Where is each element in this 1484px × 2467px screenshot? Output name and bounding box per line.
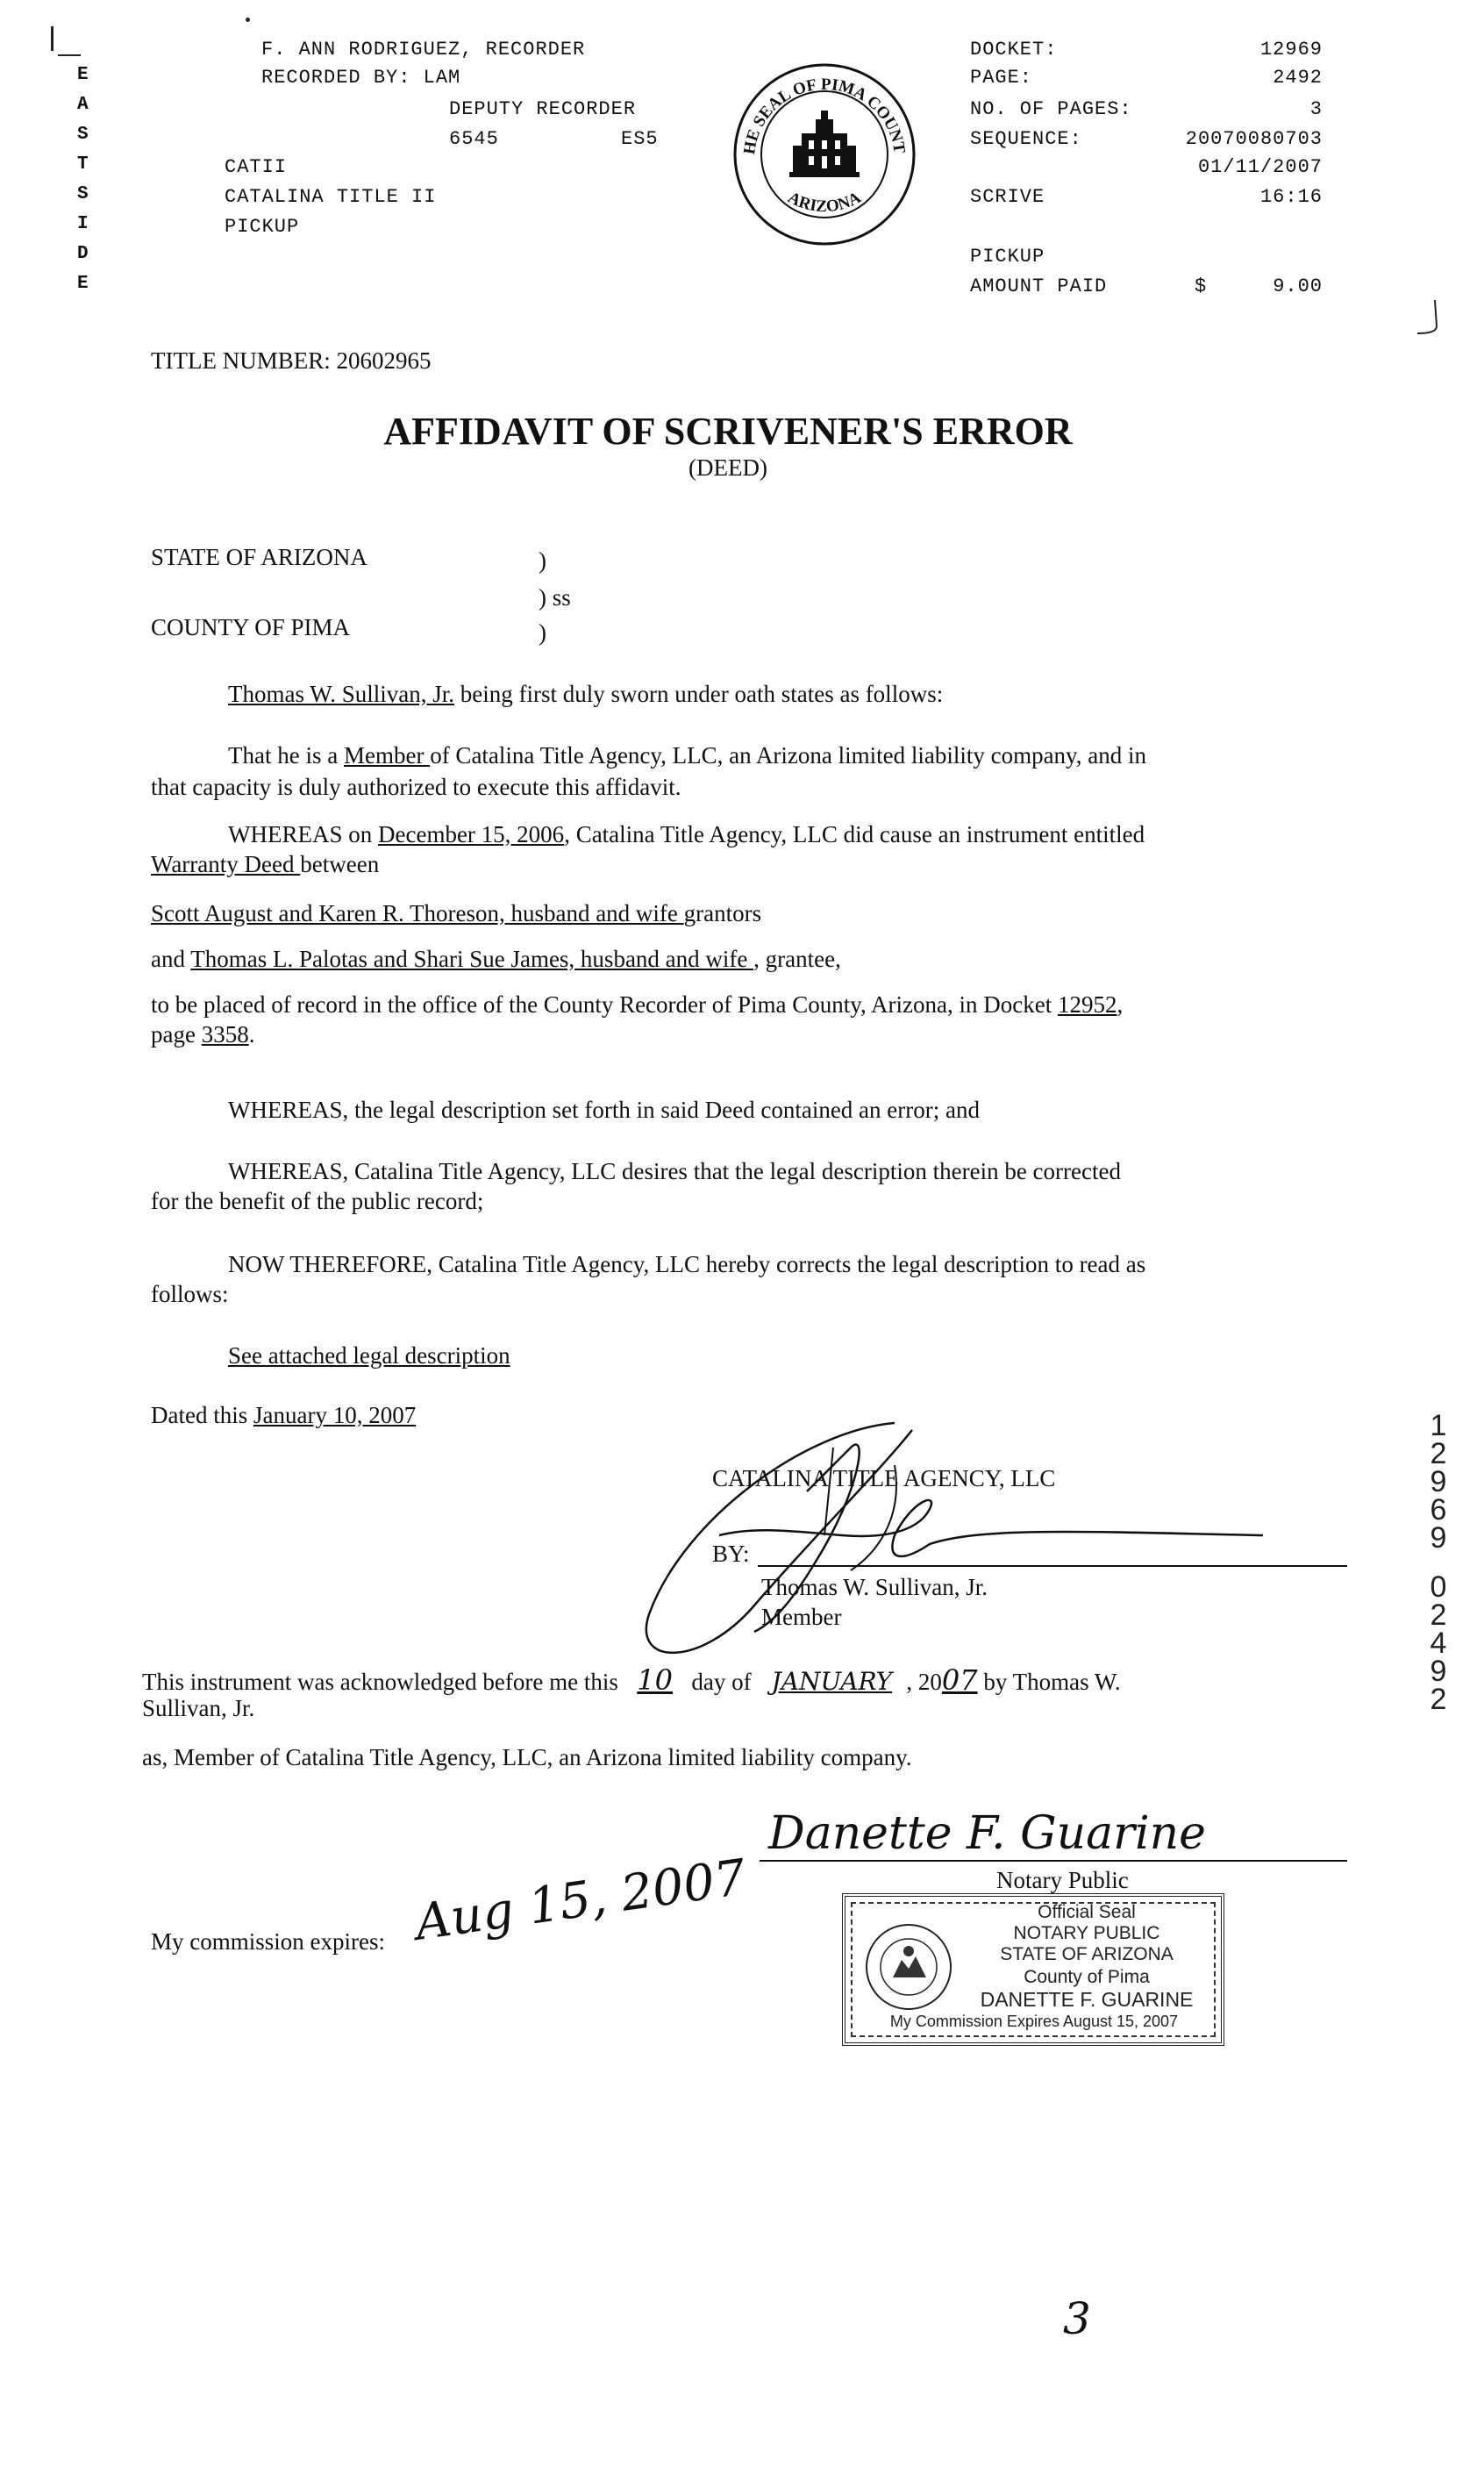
paragraph-3-line-1 (151, 990, 1123, 1020)
docket-label: DOCKET: (970, 39, 1058, 61)
corner-mark (51, 26, 54, 51)
grantors-names: Scott August and Karen R. Thoreson, husband and wife (151, 900, 684, 926)
arizona-seal-icon (863, 1921, 954, 2013)
title-number-line (151, 346, 431, 376)
title-number-label: TITLE NUMBER: (151, 347, 331, 374)
margin-digit: 2 (1430, 1683, 1447, 1716)
text-span: and (151, 946, 191, 972)
stamp-line: NOTARY PUBLIC (1013, 1923, 1160, 1943)
page-label: PAGE: (970, 67, 1033, 89)
prior-page: 3358 (201, 1021, 249, 1048)
dated-value: January 10, 2007 (253, 1402, 417, 1428)
signer-name: Thomas W. Sullivan, Jr. (761, 1574, 988, 1600)
dot-mark (246, 18, 250, 22)
grantee-label: , grantee, (753, 946, 841, 972)
stamp-line: STATE OF ARIZONA (1000, 1944, 1174, 1964)
scrive-label: SCRIVE (970, 186, 1045, 208)
paragraph-3-line-2 (151, 1019, 254, 1050)
text-span: . (248, 1021, 255, 1048)
side-letter: A (77, 95, 89, 115)
grantees-line (151, 944, 841, 975)
pages-label: NO. OF PAGES: (970, 98, 1132, 120)
ack-month: JANUARY (771, 1667, 893, 1696)
acknowledgment-line-3: as, Member of Catalina Title Agency, LLC, an Arizona limited liability company. (142, 1744, 912, 1770)
deputy-recorder: DEPUTY RECORDER (449, 98, 637, 120)
margin-digit: 1 (1430, 1409, 1447, 1442)
oath-line (228, 679, 943, 710)
ack-year: 07 (941, 1663, 978, 1697)
commission-label: My commission expires: (151, 1928, 385, 1955)
text-span: That he is a (228, 742, 344, 769)
oath-text: being first duly sworn under oath states as follows: (454, 681, 944, 707)
venue-paren: ) (539, 547, 546, 574)
docket-value: 12969 (1259, 39, 1323, 61)
side-letter: S (77, 184, 89, 204)
delivery-method: PICKUP (225, 216, 300, 238)
margin-digit: 4 (1430, 1627, 1447, 1660)
corner-mark (58, 54, 81, 56)
notary-signature-line (760, 1860, 1347, 1862)
paragraph-5-line-1: WHEREAS, Catalina Title Agency, LLC desires that the legal description therein be corrected (228, 1158, 1121, 1184)
page-value: 2492 (1273, 67, 1323, 89)
margin-digit: 2 (1430, 1598, 1447, 1632)
bracket-mark-icon (1414, 298, 1440, 339)
attached-description: See attached legal description (228, 1342, 510, 1369)
account-name: CATALINA TITLE II (225, 186, 437, 208)
document-subtitle: (DEED) (688, 454, 767, 481)
text-span: page (151, 1021, 202, 1048)
notary-stamp (842, 1893, 1224, 2046)
document-title: AFFIDAVIT OF SCRIVENER'S ERROR (383, 410, 1073, 453)
grantors-line (151, 898, 761, 929)
instrument-date: December 15, 2006 (378, 821, 565, 847)
side-letter: I (77, 214, 89, 234)
text-span: Dated this (151, 1402, 253, 1428)
signature-by-label: BY: (712, 1541, 750, 1567)
notary-public-label: Notary Public (996, 1867, 1129, 1893)
affiant-role: Member (343, 742, 431, 769)
text-span: , (1117, 991, 1124, 1018)
paragraph-6-line-2: follows: (151, 1281, 229, 1307)
text-span: , Catalina Title Agency, LLC did cause an instrument entitled (564, 821, 1145, 847)
account-code: CATII (225, 156, 288, 178)
stamp-expiration: My Commission Expires August 15, 2007 (889, 2013, 1179, 2030)
text-span: , 20 (906, 1669, 942, 1695)
paragraph-5-line-2: for the benefit of the public record; (151, 1188, 484, 1214)
margin-digit: 0 (1430, 1570, 1447, 1604)
text-span: to be placed of record in the office of the County Recorder of Pima County, Arizona, in Docket (151, 991, 1058, 1018)
text-span: of Catalina Title Agency, LLC, an Arizona limited liability company, and in (430, 742, 1147, 769)
recorder-code: 6545 (449, 128, 499, 150)
dated-line (151, 1400, 416, 1431)
acknowledgment-line-2: Sullivan, Jr. (142, 1695, 255, 1721)
side-letter: T (77, 154, 89, 175)
handwritten-signature-icon (631, 1412, 1298, 1676)
venue-county: COUNTY OF PIMA (151, 614, 351, 640)
title-number: 20602965 (336, 347, 432, 374)
ack-day: 10 (637, 1663, 673, 1697)
venue-paren: ) (539, 619, 546, 646)
currency-symbol: $ (1195, 275, 1208, 297)
side-letter: E (77, 65, 89, 85)
signature-company: CATALINA TITLE AGENCY, LLC (712, 1465, 1056, 1491)
stamp-notary-name: DANETTE F. GUARINE (980, 1988, 1194, 2011)
pima-county-seal (731, 61, 917, 247)
paragraph-1-line-2: that capacity is duly authorized to execute this affidavit. (151, 774, 681, 800)
side-letter: S (77, 125, 89, 145)
notary-signature: Danette F. Guarine (768, 1807, 1206, 1860)
amount-value: 9.00 (1273, 275, 1323, 297)
signer-title: Member (761, 1604, 842, 1630)
stamp-line: Official Seal (1038, 1902, 1136, 1922)
side-letter: D (77, 244, 89, 264)
paragraph-2-line-2 (151, 849, 379, 880)
seal-bottom-text: ARIZONA (784, 188, 865, 217)
sequence-value: 20070080703 (1185, 128, 1323, 150)
venue-ss: ) ss (539, 584, 571, 611)
margin-digit: 6 (1430, 1493, 1447, 1527)
commission-expiration: Aug 15, 2007 (411, 1848, 750, 1952)
acknowledgment-line-1 (142, 1665, 1121, 1698)
seal-top-text: HE SEAL OF PIMA COUNT (740, 75, 909, 156)
sequence-label: SEQUENCE: (970, 128, 1082, 150)
recorder-name: F. ANN RODRIGUEZ, RECORDER (261, 39, 586, 61)
venue-state: STATE OF ARIZONA (151, 544, 367, 570)
margin-digit: 2 (1430, 1437, 1447, 1470)
margin-digit: 9 (1430, 1655, 1447, 1688)
text-span: WHEREAS on (228, 821, 378, 847)
side-letter: E (77, 274, 89, 294)
recording-date: 01/11/2007 (1197, 156, 1323, 178)
affiant-name: Thomas W. Sullivan, Jr. (228, 681, 455, 707)
prior-docket: 12952 (1057, 991, 1117, 1018)
text-span: day of (685, 1669, 758, 1695)
grantors-label: grantors (683, 900, 762, 926)
margin-digit: 9 (1430, 1521, 1447, 1555)
text-span: This instrument was acknowledged before me this (142, 1669, 624, 1695)
amount-label: AMOUNT PAID (970, 275, 1108, 297)
instrument-type: Warranty Deed (151, 851, 301, 877)
seal-icon (731, 61, 917, 247)
paragraph-2-line-1 (228, 819, 1145, 850)
handwritten-page-number: 3 (1063, 2293, 1091, 2344)
recorder-station: ES5 (621, 128, 659, 150)
paragraph-4: WHEREAS, the legal description set forth in said Deed contained an error; and (228, 1097, 980, 1123)
recorded-by: RECORDED BY: LAM (261, 67, 461, 89)
text-span: by Thomas W. (977, 1669, 1121, 1695)
paragraph-6-line-1: NOW THEREFORE, Catalina Title Agency, LLC hereby corrects the legal description to read as (228, 1251, 1146, 1277)
recording-time: 16:16 (1259, 186, 1323, 208)
paragraph-1-line-1 (228, 740, 1146, 771)
text-span: between (300, 851, 380, 877)
grantees-names: Thomas L. Palotas and Shari Sue James, husband and wife (190, 946, 754, 972)
stamp-line: County of Pima (1024, 1967, 1150, 1987)
pages-value: 3 (1309, 98, 1323, 120)
margin-digit: 9 (1430, 1465, 1447, 1498)
pickup-label: PICKUP (970, 246, 1045, 268)
